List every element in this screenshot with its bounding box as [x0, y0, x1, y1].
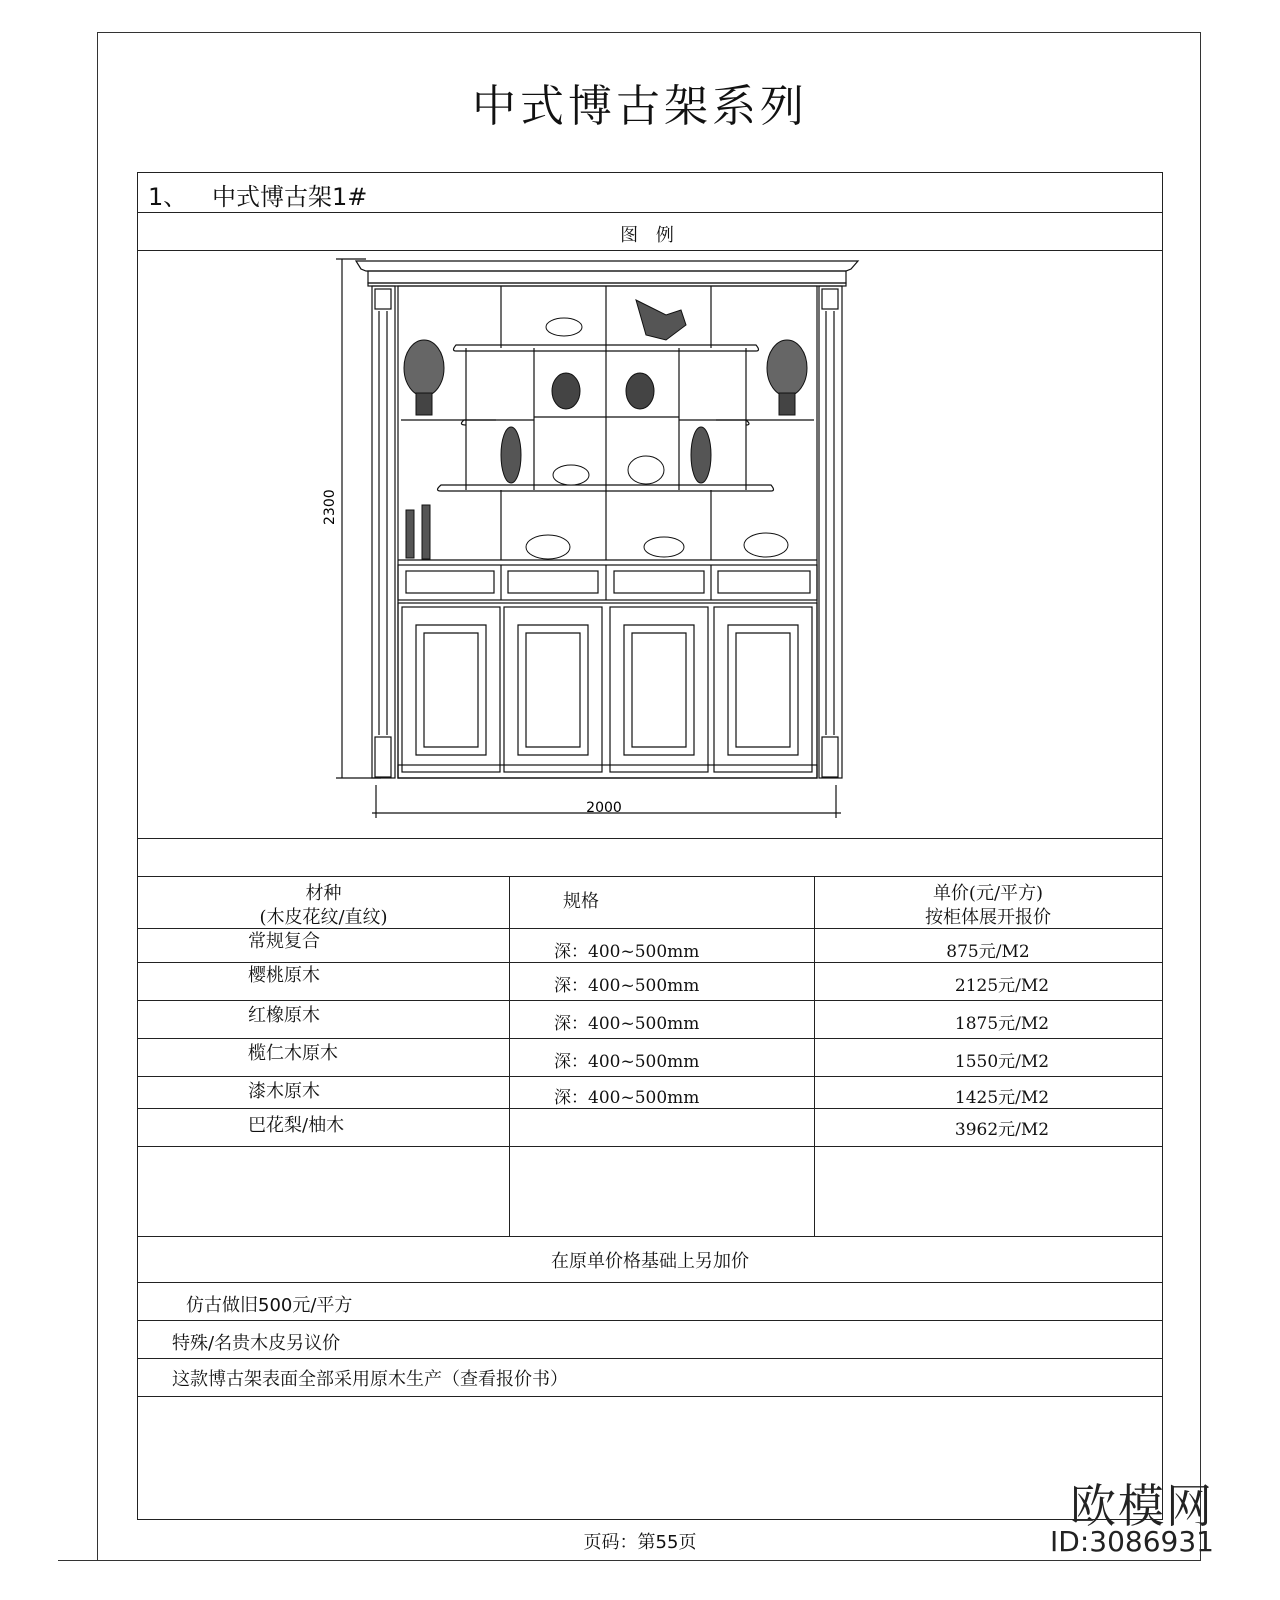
spec-cell: 深：400~500mm [554, 976, 700, 996]
price-cell: 3962元/M2 [954, 1120, 1050, 1140]
section-number: 1、 [148, 183, 188, 211]
spec-cell: 深：400~500mm [554, 1088, 700, 1108]
header-price-line2: 按柜体展开报价 [925, 907, 1051, 928]
page-baseline [58, 1560, 1200, 1561]
extras-heading-row [138, 1237, 1162, 1283]
material-cell: 红橡原木 [248, 1005, 320, 1026]
extras-item: 仿古做旧500元/平方 [186, 1295, 353, 1316]
watermark-id: ID:3086931 [1050, 1525, 1214, 1558]
col-divider [814, 1039, 815, 1076]
extras-item: 这款博古架表面全部采用原木生产（查看报价书） [172, 1369, 568, 1390]
col-divider [509, 1039, 510, 1076]
price-cell: 875元/M2 [946, 942, 1030, 962]
material-cell: 榄仁木原木 [248, 1043, 338, 1064]
table-row [138, 1109, 1162, 1147]
table-row [138, 1077, 1162, 1109]
extras-row [138, 1359, 1162, 1397]
section-title-row [138, 173, 1162, 213]
width-dimension-label: 2000 [586, 800, 622, 816]
extras-row [138, 1283, 1162, 1321]
section-name: 中式博古架1# [212, 183, 368, 211]
col-divider [814, 1077, 815, 1108]
col-divider [814, 963, 815, 1000]
extras-heading: 在原单价格基础上另加价 [551, 1251, 749, 1272]
material-cell: 常规复合 [248, 931, 320, 952]
cabinet-drawing [322, 255, 896, 845]
table-row [138, 929, 1162, 963]
price-cell: 1875元/M2 [954, 1014, 1050, 1034]
col-divider [814, 1109, 815, 1146]
col-divider [814, 1001, 815, 1038]
page-number: 页码：第55页 [583, 1532, 697, 1553]
col-divider [509, 1077, 510, 1108]
col-divider [814, 1147, 815, 1236]
price-table-header [138, 877, 1162, 929]
col-divider [509, 929, 510, 962]
price-cell: 1425元/M2 [954, 1088, 1050, 1108]
header-price-line1: 单价(元/平方) [932, 883, 1044, 904]
material-cell: 漆木原木 [248, 1081, 320, 1102]
extras-row [138, 1321, 1162, 1359]
table-row [138, 963, 1162, 1001]
price-cell: 1550元/M2 [954, 1052, 1050, 1072]
spec-cell: 深：400~500mm [554, 1014, 700, 1034]
spec-cell: 深：400~500mm [554, 942, 700, 962]
table-row [138, 1001, 1162, 1039]
page-title: 中式博古架系列 [472, 81, 808, 132]
height-dimension-label: 2300 [322, 489, 338, 525]
header-material-line1: 材种 [305, 883, 342, 904]
col-divider [509, 1109, 510, 1146]
table-row-empty [138, 1147, 1162, 1237]
legend-label: 图 例 [620, 225, 680, 246]
material-cell: 樱桃原木 [248, 965, 320, 986]
col-divider [509, 877, 510, 928]
price-cell: 2125元/M2 [954, 976, 1050, 996]
extras-item: 特殊/名贵木皮另议价 [172, 1333, 341, 1354]
legend-row [138, 213, 1162, 251]
col-divider [509, 1001, 510, 1038]
material-cell: 巴花梨/柚木 [248, 1115, 345, 1136]
col-divider [509, 963, 510, 1000]
header-material-line2: (木皮花纹/直纹) [259, 907, 388, 928]
table-row [138, 1039, 1162, 1077]
col-divider [509, 1147, 510, 1236]
spec-cell: 深：400~500mm [554, 1052, 700, 1072]
header-spec: 规格 [563, 891, 599, 912]
watermark-logo: 欧模网 [1070, 1479, 1214, 1533]
